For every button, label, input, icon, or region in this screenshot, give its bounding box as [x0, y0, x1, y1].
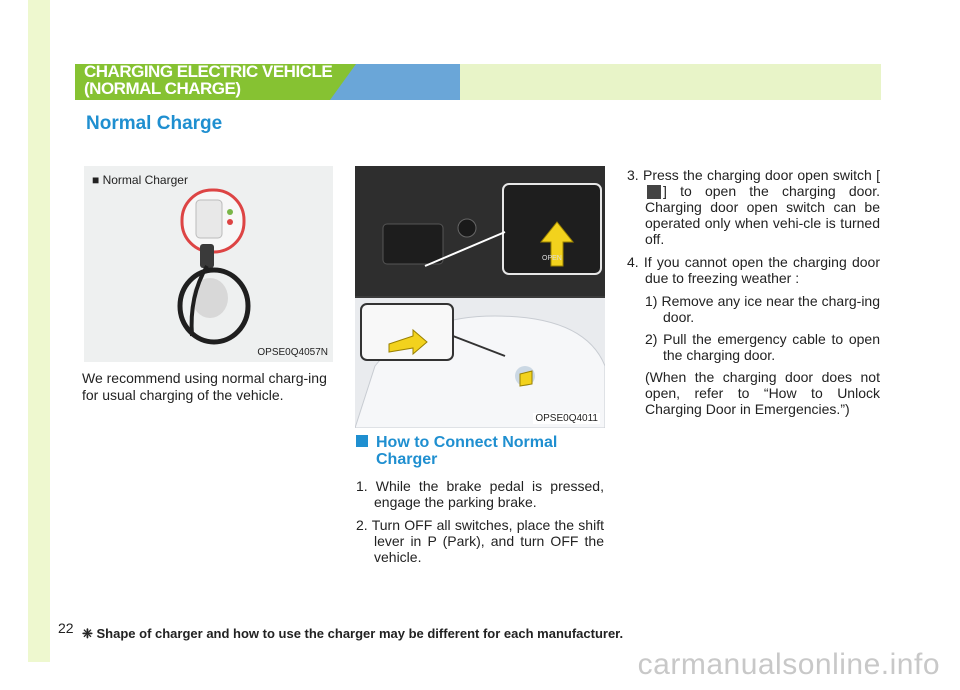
step-2: 2. Turn OFF all switches, place the shift lever in P (Park), and turn OFF the vehicle.	[356, 517, 604, 565]
charging-door-open-switch-icon	[647, 185, 661, 199]
normal-charger-figure	[84, 166, 333, 362]
step-4-sub-1: 1) Remove any ice near the charg-ing door.	[645, 293, 880, 326]
page-number: 22	[58, 620, 74, 636]
switch-open-label: OPEN	[542, 255, 562, 262]
step-3-text-a: 3. Press the charging door open switch [	[627, 167, 880, 183]
switch-and-car-illustration	[355, 166, 605, 428]
chapter-title	[84, 63, 332, 97]
step-3-text-b: ] to open the charging door. Charging door open switch can be operated only when vehi-cle is turned off.	[645, 183, 880, 248]
square-bullet-icon	[356, 435, 368, 447]
watermark: carmanualsonline.info	[637, 648, 940, 681]
step-3	[627, 167, 880, 247]
charging-door-switch-figure	[355, 166, 605, 428]
section-title: Normal Charge	[86, 113, 223, 134]
chapter-title-line1: CHARGING ELECTRIC VEHICLE	[84, 62, 333, 81]
step-4: 4. If you cannot open the charging door due to freezing weather :	[627, 254, 880, 287]
footnote: ❈ Shape of charger and how to use the charger may be different for each manufacturer.	[82, 626, 624, 641]
subsection-heading	[356, 434, 586, 468]
figure-code: OPSE0Q4011	[535, 413, 598, 424]
intro-paragraph: We recommend using normal charg-ing for usual charging of the vehicle.	[82, 370, 327, 403]
charger-illustration	[84, 166, 333, 362]
steps-list-left	[356, 478, 604, 572]
figure-code: OPSE0Q4057N	[257, 347, 328, 358]
side-strip	[28, 0, 50, 662]
step-4-note: (When the charging door does not open, refer to “How to Unlock Charging Door in Emergencies.”)	[645, 369, 880, 418]
chapter-title-line2: (NORMAL CHARGE)	[84, 79, 241, 98]
step-1: 1. While the brake pedal is pressed, engage the parking brake.	[356, 478, 604, 510]
subsection-heading-text: How to Connect Normal Charger	[376, 434, 558, 468]
step-4-sub-2: 2) Pull the emergency cable to open the charging door.	[645, 331, 880, 364]
figure-caption: ■ Normal Charger	[92, 173, 188, 187]
steps-list-right	[627, 167, 880, 423]
